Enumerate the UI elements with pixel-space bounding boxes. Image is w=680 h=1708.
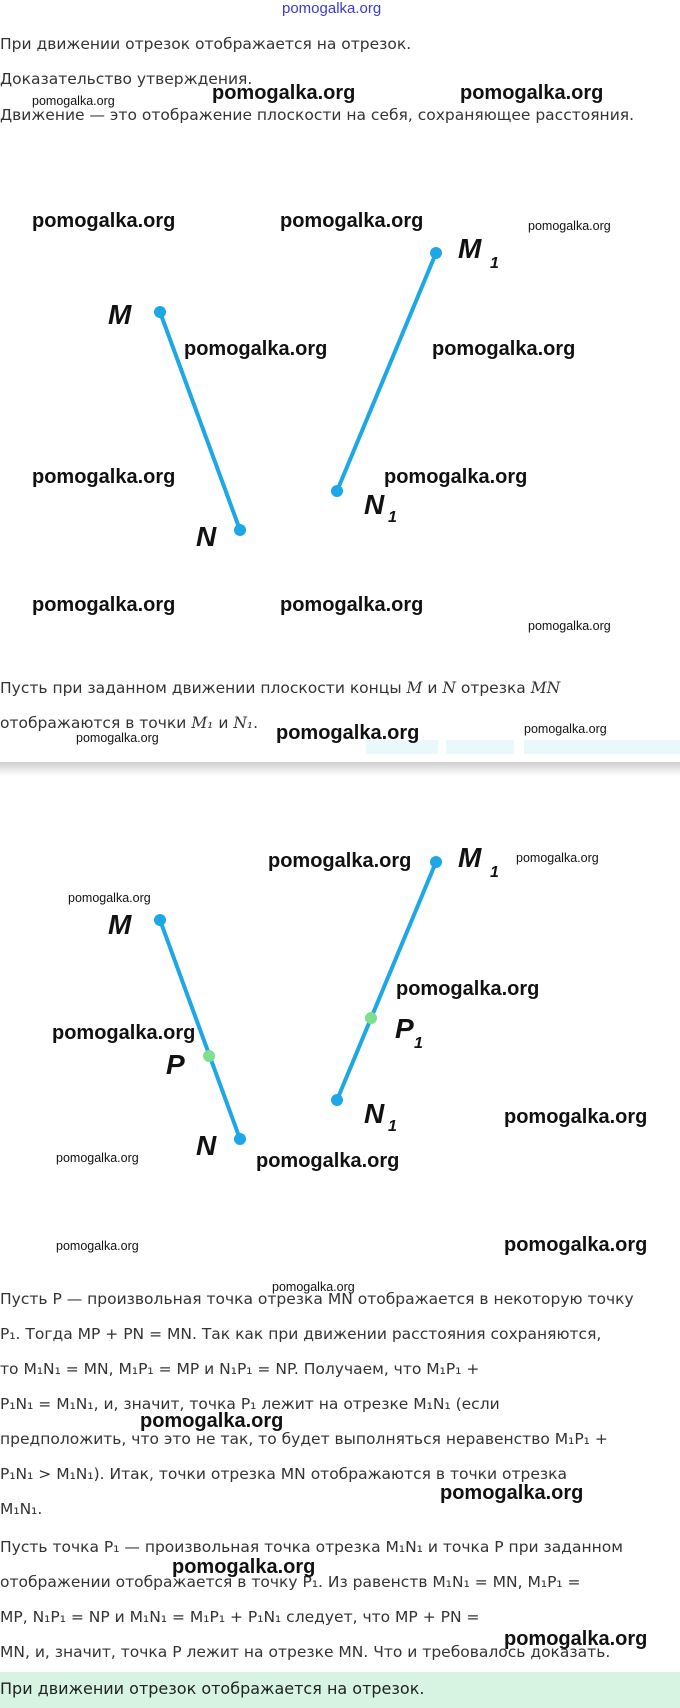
point-N1 — [331, 1094, 343, 1106]
watermark: pomogalka.org — [504, 1628, 648, 1650]
watermark: pomogalka.org — [32, 594, 176, 616]
figure-segment-mapping — [0, 200, 680, 580]
point-M — [154, 306, 166, 318]
intro-statement: При движении отрезок отображается на отрезок. — [0, 35, 412, 53]
segment-M1N1 — [337, 253, 436, 491]
point-N1 — [331, 485, 343, 497]
paragraph-proof-line: P₁N₁ = M₁N₁, и, значит, точка P₁ лежит на отрезке M₁N₁ (если — [0, 1395, 500, 1413]
conclusion-text: При движении отрезок отображается на отрезок. — [0, 1679, 425, 1698]
point-P — [203, 1050, 215, 1062]
paragraph-proof-line: то M₁N₁ = MN, M₁P₁ = MP и N₁P₁ = NP. Получаем, что M₁P₁ + — [0, 1360, 480, 1378]
watermark: pomogalka.org — [140, 1410, 284, 1432]
label-N1: N — [364, 489, 385, 520]
paragraph-proof-line: Пусть P — произвольная точка отрезка MN отображается в некоторую точку — [0, 1290, 634, 1308]
point-M — [154, 914, 166, 926]
watermark: pomogalka.org — [256, 1150, 400, 1172]
watermark: pomogalka.org — [184, 338, 328, 360]
watermark: pomogalka.org — [432, 338, 576, 360]
watermark: pomogalka.org — [212, 82, 356, 104]
label-N: N — [196, 1130, 217, 1161]
site-link[interactable]: pomogalka.org — [282, 0, 382, 17]
label-M1: M — [458, 842, 482, 873]
label-N: N — [196, 521, 217, 552]
watermark: pomogalka.org — [504, 1106, 648, 1128]
section-divider — [0, 762, 680, 776]
watermark: pomogalka.org — [516, 851, 599, 865]
label-P: P — [166, 1049, 185, 1080]
definition-text: Движение — это отображение плоскости на себя, сохраняющее расстояния. — [0, 106, 635, 124]
paragraph-converse-line: MP, N₁P₁ = NP и M₁N₁ = M₁P₁ + P₁N₁ следует, что MP + PN = — [0, 1608, 480, 1626]
watermark: pomogalka.org — [528, 619, 611, 633]
watermark: pomogalka.org — [384, 466, 528, 488]
label-M: M — [108, 909, 132, 940]
faint-tab — [524, 740, 680, 754]
paragraph-converse-line: отображении отображается в точку P₁. Из равенств M₁N₁ = MN, M₁P₁ = — [0, 1573, 581, 1591]
paragraph-converse-line: Пусть точка P₁ — произвольная точка отрезка M₁N₁ и точка P при заданном — [0, 1538, 623, 1556]
watermark: pomogalka.org — [32, 466, 176, 488]
watermark: pomogalka.org — [56, 1239, 139, 1253]
watermark: pomogalka.org — [460, 82, 604, 104]
label-M1-sub: 1 — [490, 255, 499, 272]
watermark: pomogalka.org — [440, 1482, 584, 1504]
watermark: pomogalka.org — [32, 94, 115, 108]
watermark: pomogalka.org — [56, 1151, 139, 1165]
watermark: pomogalka.org — [280, 594, 424, 616]
label-M1: M — [458, 233, 482, 264]
paragraph-endpoints: Пусть при заданном движении плоскости концы M и N отрезка MN — [0, 679, 561, 697]
watermark: pomogalka.org — [272, 1280, 355, 1294]
point-N — [234, 1133, 246, 1145]
paragraph-proof-line: P₁N₁ > M₁N₁). Итак, точки отрезка MN отображаются в точки отрезка — [0, 1465, 567, 1483]
watermark: pomogalka.org — [268, 850, 412, 872]
point-M1 — [430, 856, 442, 868]
label-M1-sub: 1 — [490, 864, 499, 881]
watermark: pomogalka.org — [528, 219, 611, 233]
paragraph-proof-line: M₁N₁. — [0, 1500, 43, 1518]
watermark: pomogalka.org — [76, 731, 159, 745]
watermark: pomogalka.org — [524, 722, 607, 736]
point-N — [234, 524, 246, 536]
watermark: pomogalka.org — [32, 210, 176, 232]
paragraph-proof-line: P₁. Тогда MP + PN = MN. Так как при движении расстояния сохраняются, — [0, 1325, 602, 1343]
watermark: pomogalka.org — [276, 722, 420, 744]
label-N1-sub: 1 — [388, 509, 397, 526]
point-M1 — [430, 247, 442, 259]
watermark: pomogalka.org — [68, 891, 151, 905]
watermark: pomogalka.org — [396, 978, 540, 1000]
point-P1 — [365, 1012, 377, 1024]
watermark: pomogalka.org — [504, 1234, 648, 1256]
paragraph-proof-line: предположить, что это не так, то будет выполняться неравенство M₁P₁ + — [0, 1430, 608, 1448]
label-P1-sub: 1 — [414, 1035, 423, 1052]
watermark: pomogalka.org — [280, 210, 424, 232]
watermark: pomogalka.org — [172, 1556, 316, 1578]
proof-heading: Доказательство утверждения. — [0, 70, 253, 88]
watermark: pomogalka.org — [52, 1022, 196, 1044]
paragraph-converse-line: MN, и, значит, точка P лежит на отрезке MN. Что и требовалось доказать. — [0, 1643, 611, 1661]
paragraph-endpoints-cont: отображаются в точки M₁ и N₁. — [0, 714, 259, 732]
faint-tab — [446, 740, 514, 754]
label-P1: P — [395, 1013, 414, 1044]
label-M: M — [108, 299, 132, 330]
label-N1-sub: 1 — [388, 1118, 397, 1135]
label-N1: N — [364, 1098, 385, 1129]
